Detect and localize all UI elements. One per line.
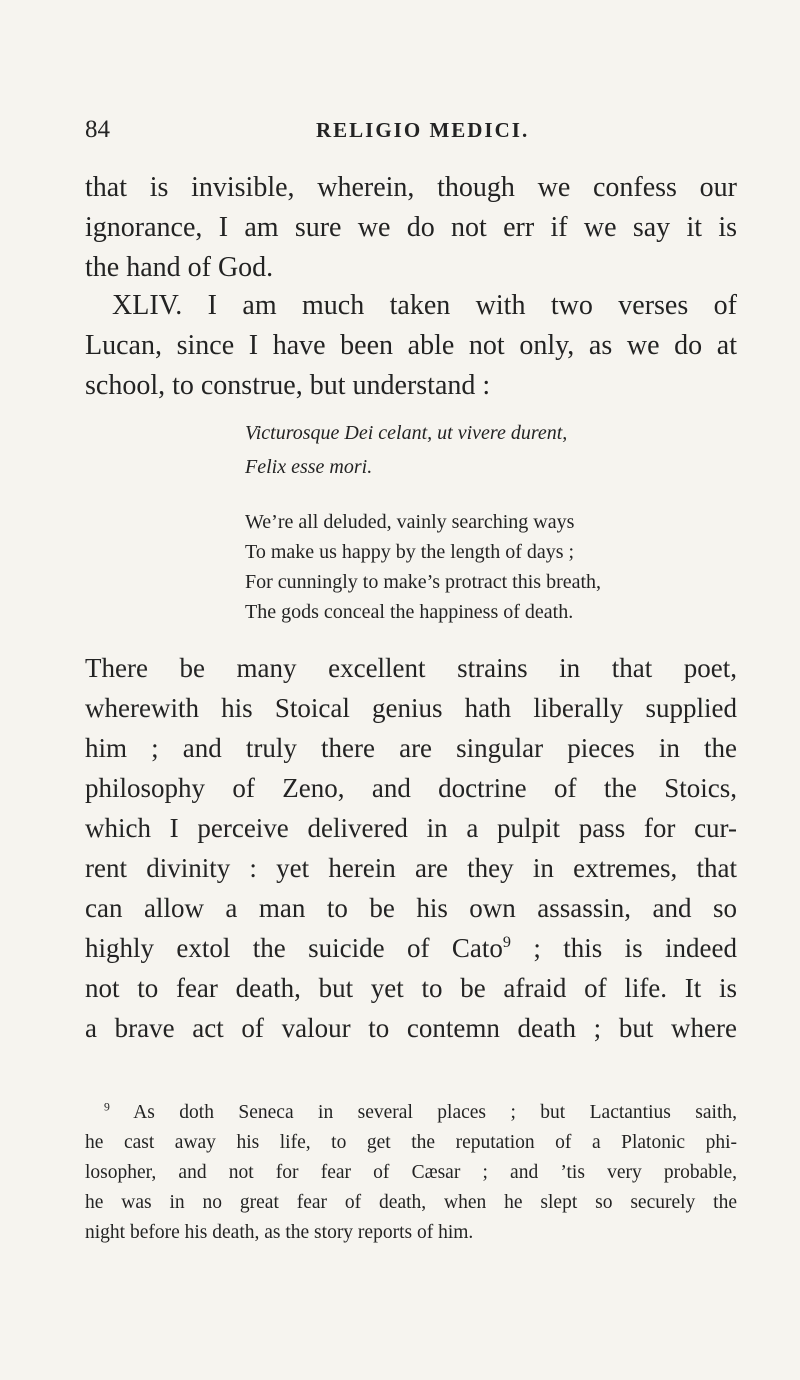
cato-line-end: ; this is indeed xyxy=(510,933,737,963)
footnote-line: he was in no great fear of death, when he slept so securely the xyxy=(85,1192,737,1213)
footnote-marker: 9 xyxy=(104,1100,110,1114)
text-line: rent divinity : yet herein are they in extremes, that xyxy=(85,853,737,883)
text-line: ignorance, I am sure we do not err if we say it is xyxy=(85,212,737,243)
text-line: which I perceive delivered in a pulpit pass for cur- xyxy=(85,813,737,843)
text-line: There be many excellent strains in that poet, xyxy=(85,653,737,683)
text-line: that is invisible, wherein, though we confess our xyxy=(85,172,737,203)
verse-line: The gods conceal the happiness of death. xyxy=(245,601,574,623)
text-line: the hand of God. xyxy=(85,252,274,283)
section-heading-line: XLIV. I am much taken with two verses of xyxy=(112,290,737,321)
latin-line: Felix esse mori. xyxy=(245,456,373,478)
footnote-line: he cast away his life, to get the reputation of a Platonic phi- xyxy=(85,1132,737,1153)
verse-line: To make us happy by the length of days ; xyxy=(245,541,575,563)
running-head: RELIGIO MEDICI. xyxy=(316,118,530,142)
page-header xyxy=(85,116,735,146)
text-line: school, to construe, but understand : xyxy=(85,370,491,401)
verse-line: For cunningly to make’s protract this breath, xyxy=(245,571,602,593)
text-line: philosophy of Zeno, and doctrine of the Stoics, xyxy=(85,773,737,803)
text-line: wherewith his Stoical genius hath liberally supplied xyxy=(85,693,737,723)
latin-line: Victurosque Dei celant, ut vivere durent, xyxy=(245,422,568,444)
footnote-line: night before his death, as the story reports of him. xyxy=(85,1222,474,1243)
footnote-text: As doth Seneca in several places ; but Lactantius saith, xyxy=(109,1102,737,1123)
text-line-with-footnote-ref xyxy=(85,933,737,964)
page-number: 84 xyxy=(85,116,110,143)
text-line: Lucan, since I have been able not only, as we do at xyxy=(85,330,737,361)
footnote-first-line xyxy=(104,1102,737,1124)
verse-line: We’re all deluded, vainly searching ways xyxy=(245,511,575,533)
text-line: not to fear death, but yet to be afraid of life. It is xyxy=(85,973,737,1003)
text-line: him ; and truly there are singular pieces in the xyxy=(85,733,737,763)
text-line: a brave act of valour to contemn death ; but where xyxy=(85,1013,737,1043)
footnote-reference[interactable]: 9 xyxy=(502,933,511,951)
text-line: can allow a man to be his own assassin, and so xyxy=(85,893,737,923)
footnote-line: losopher, and not for fear of Cæsar ; and ’tis very probable, xyxy=(85,1162,737,1183)
cato-line-start: highly extol the suicide of Cato xyxy=(85,933,503,963)
